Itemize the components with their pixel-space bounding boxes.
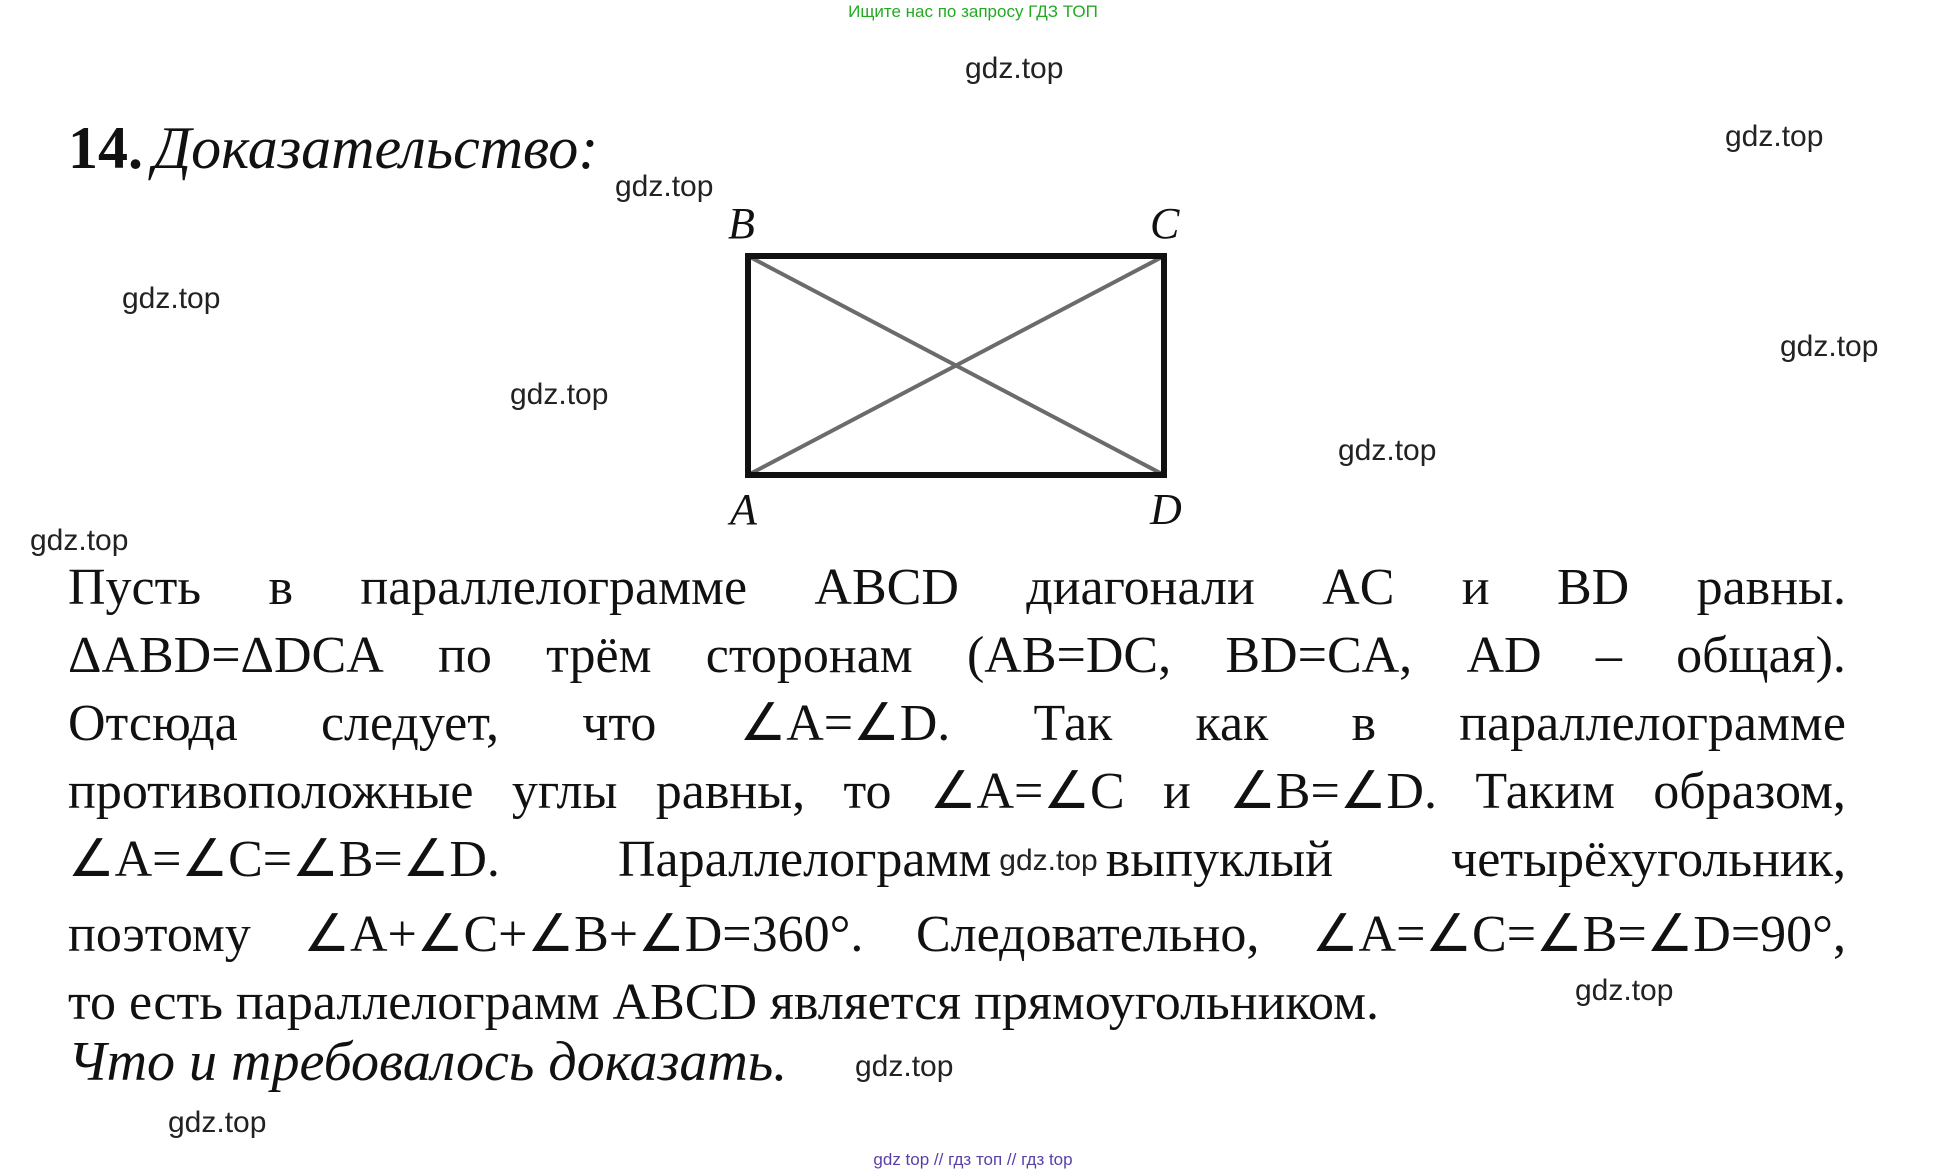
footer-links[interactable]: gdz top // гдз топ // гдз top bbox=[873, 1150, 1073, 1169]
word: равны. bbox=[1696, 559, 1846, 616]
word: общая). bbox=[1676, 627, 1846, 684]
word: Параллелограмм bbox=[617, 831, 992, 888]
top-banner[interactable]: Ищите нас по запросу ГДЗ ТОП bbox=[848, 2, 1098, 21]
word: AC bbox=[1322, 559, 1395, 616]
watermark: gdz.top bbox=[1725, 120, 1824, 153]
proof-line bbox=[68, 690, 1846, 758]
word: в bbox=[1351, 695, 1377, 752]
word: ∠B=∠D. bbox=[1229, 763, 1437, 820]
watermark: gdz.top bbox=[122, 282, 221, 315]
word: что bbox=[582, 695, 657, 752]
proof-line bbox=[68, 901, 1846, 969]
word: ∠A=∠C=∠B=∠D. bbox=[68, 831, 500, 888]
word: образом, bbox=[1653, 763, 1846, 820]
proof-line bbox=[68, 554, 1846, 622]
proof-line bbox=[68, 758, 1846, 826]
word: BD=CA, bbox=[1225, 627, 1413, 684]
rectangle-diagram bbox=[710, 198, 1210, 538]
word: (AB=DC, bbox=[966, 627, 1172, 684]
proof-line bbox=[68, 826, 1846, 901]
word: – bbox=[1595, 627, 1622, 684]
watermark: gdz.top bbox=[855, 1050, 954, 1083]
proof-text bbox=[68, 554, 1846, 1037]
watermark: gdz.top bbox=[510, 378, 609, 411]
watermark: gdz.top bbox=[30, 524, 129, 557]
vertex-label-d: D bbox=[1150, 485, 1182, 534]
word: и bbox=[1163, 763, 1191, 820]
word: ∠A=∠D. bbox=[739, 695, 951, 752]
vertex-label-c: C bbox=[1150, 199, 1180, 248]
word: диагонали bbox=[1026, 559, 1255, 616]
word: равны, bbox=[655, 763, 806, 820]
word: углы bbox=[511, 763, 618, 820]
word: следует, bbox=[320, 695, 500, 752]
word: Следовательно, bbox=[915, 906, 1260, 963]
word: то bbox=[843, 763, 892, 820]
proof-line bbox=[68, 622, 1846, 690]
word-group bbox=[618, 826, 1333, 901]
proof-conclusion: Что и требовалось доказать. bbox=[68, 1031, 788, 1093]
word: как bbox=[1195, 695, 1269, 752]
word: противоположные bbox=[68, 763, 474, 820]
vertex-label-a: A bbox=[730, 485, 757, 534]
word: ∠A+∠C+∠B+∠D=360°. bbox=[303, 906, 864, 963]
proof-title: Доказательство: bbox=[153, 115, 599, 181]
word: Отсюда bbox=[68, 695, 238, 752]
watermark: gdz.top bbox=[1338, 434, 1437, 467]
proof-line: то есть параллелограмм ABCD является прямоугольником. bbox=[68, 974, 1379, 1031]
problem-number: 14. bbox=[68, 115, 143, 181]
word: поэтому bbox=[68, 906, 251, 963]
word: ABCD bbox=[814, 559, 959, 616]
word: ∠A=∠C=∠B=∠D=90°, bbox=[1311, 906, 1846, 963]
watermark: gdz.top bbox=[615, 170, 714, 203]
watermark: gdz.top bbox=[1780, 330, 1879, 363]
word: в bbox=[268, 559, 293, 616]
word: ΔABD=ΔDCA bbox=[68, 627, 384, 684]
word: ∠A=∠C bbox=[929, 763, 1125, 820]
word: трём bbox=[546, 627, 652, 684]
word: выпуклый bbox=[1105, 831, 1334, 888]
word: и bbox=[1461, 559, 1490, 616]
word: параллелограмме bbox=[360, 559, 748, 616]
watermark: gdz.top bbox=[999, 844, 1098, 877]
word: Так bbox=[1033, 695, 1113, 752]
word: параллелограмме bbox=[1459, 695, 1846, 752]
vertex-label-b: B bbox=[728, 199, 755, 248]
word: BD bbox=[1556, 559, 1630, 616]
word: AD bbox=[1466, 627, 1542, 684]
problem-heading bbox=[68, 115, 599, 181]
word: Таким bbox=[1475, 763, 1615, 820]
word: по bbox=[438, 627, 492, 684]
watermark: gdz.top bbox=[965, 52, 1064, 85]
watermark: gdz.top bbox=[168, 1106, 267, 1139]
word: четырёхугольник, bbox=[1451, 831, 1846, 888]
word: Пусть bbox=[68, 559, 202, 616]
watermark: gdz.top bbox=[1575, 974, 1674, 1007]
word: сторонам bbox=[705, 627, 913, 684]
